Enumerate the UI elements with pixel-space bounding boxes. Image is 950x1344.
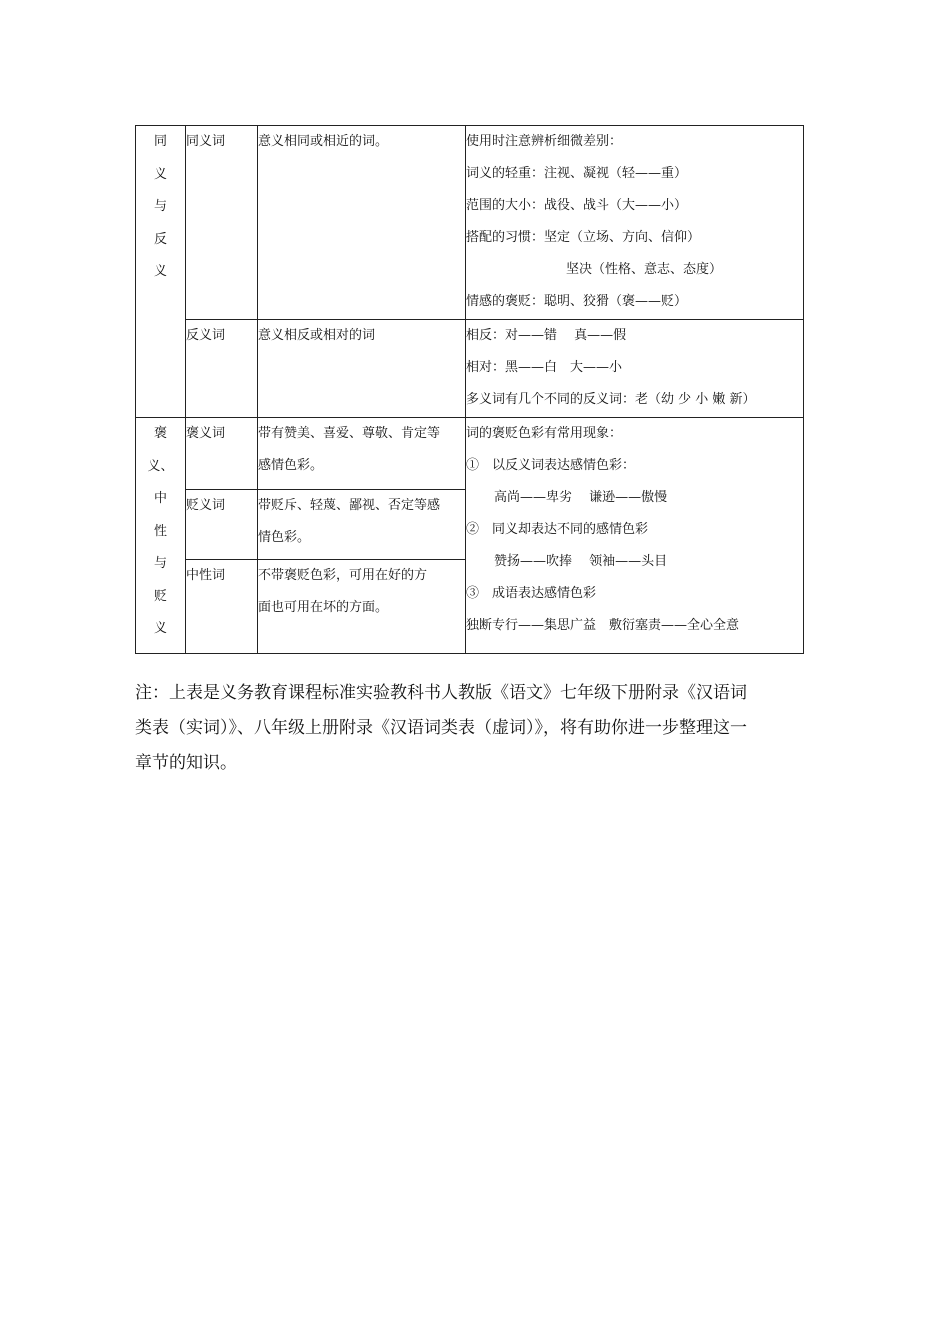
table-row bbox=[136, 126, 804, 320]
definition-cell bbox=[258, 560, 466, 654]
term-cell bbox=[186, 126, 258, 320]
footnote-line: 章节的知识。 bbox=[135, 753, 237, 773]
definition-cell bbox=[258, 418, 466, 490]
term-cell bbox=[186, 418, 258, 490]
term-commendatory: 褒义词 bbox=[186, 426, 226, 441]
note-line: 词的褒贬色彩有常用现象： bbox=[466, 426, 623, 441]
category-synonym-antonym bbox=[136, 126, 186, 418]
word-relations-table bbox=[135, 125, 804, 654]
note-line: ① 以反义词表达感情色彩： bbox=[466, 458, 636, 473]
notes-cell bbox=[466, 126, 804, 320]
category-char: 反 bbox=[153, 231, 167, 247]
category-char: 与 bbox=[153, 199, 167, 214]
term-cell bbox=[186, 320, 258, 418]
category-char: 义 bbox=[153, 166, 167, 182]
table-row bbox=[136, 320, 804, 418]
definition-neutral: 不带褒贬色彩，可用在好的方 bbox=[258, 568, 428, 583]
note-line: 相对：黑——白 大——小 bbox=[466, 360, 623, 375]
note-line: 使用时注意辨析细微差别： bbox=[466, 134, 623, 149]
category-char: 贬 bbox=[153, 588, 167, 604]
term-neutral: 中性词 bbox=[186, 568, 226, 583]
note-line: 坚决（性格、意志、态度） bbox=[566, 262, 723, 277]
notes-cell bbox=[466, 418, 804, 654]
definition-cell bbox=[258, 320, 466, 418]
table-row bbox=[136, 418, 804, 490]
term-derogatory: 贬义词 bbox=[186, 498, 226, 513]
definition-commendatory: 感情色彩。 bbox=[258, 458, 324, 473]
category-connotation bbox=[136, 418, 186, 654]
category-char: 中 bbox=[153, 491, 167, 506]
term-antonym: 反义词 bbox=[186, 328, 226, 343]
category-char: 与 bbox=[153, 556, 167, 571]
note-line: 情感的褒贬：聪明、狡猾（褒——贬） bbox=[466, 294, 688, 309]
note-line: 高尚——卑劣 谦逊——傲慢 bbox=[494, 490, 668, 505]
definition-antonym: 意义相反或相对的词 bbox=[258, 328, 376, 343]
note-line: 相反：对——错 真——假 bbox=[466, 328, 627, 343]
notes-cell bbox=[466, 320, 804, 418]
category-char: 义 bbox=[153, 621, 167, 636]
term-cell bbox=[186, 560, 258, 654]
note-line: 搭配的习惯：坚定（立场、方向、信仰） bbox=[466, 230, 701, 245]
note-line: 词义的轻重：注视、凝视（轻——重） bbox=[466, 166, 688, 181]
category-char: 褒 bbox=[153, 426, 167, 441]
footnote-line: 注：上表是义务教育课程标准实验教科书人教版《语文》七年级下册附录《汉语词 bbox=[135, 683, 747, 703]
note-line: ② 同义却表达不同的感情色彩 bbox=[466, 522, 649, 537]
category-char: 义 bbox=[153, 264, 167, 279]
note-line: 多义词有几个不同的反义词：老（幼 少 小 嫩 新） bbox=[466, 392, 756, 407]
footnote bbox=[135, 676, 811, 781]
note-line: 独断专行——集思广益 敷衍塞责——全心全意 bbox=[466, 618, 740, 633]
definition-cell bbox=[258, 126, 466, 320]
footnote-line: 类表（实词）》、八年级上册附录《汉语词类表（虚词）》，将有助你进一步整理这一 bbox=[135, 718, 747, 738]
category-char: 义、 bbox=[147, 458, 174, 474]
term-cell bbox=[186, 490, 258, 560]
definition-derogatory: 带贬斥、轻蔑、鄙视、否定等感 bbox=[258, 498, 441, 513]
definition-commendatory: 带有赞美、喜爱、尊敬、肯定等 bbox=[258, 426, 441, 441]
term-synonym: 同义词 bbox=[186, 134, 226, 149]
definition-neutral: 面也可用在坏的方面。 bbox=[258, 600, 389, 615]
note-line: 赞扬——吹捧 领袖——头目 bbox=[494, 554, 668, 569]
category-char: 性 bbox=[153, 523, 167, 539]
category-char: 同 bbox=[153, 134, 167, 149]
definition-cell bbox=[258, 490, 466, 560]
definition-derogatory: 情色彩。 bbox=[258, 530, 311, 545]
note-line: ③ 成语表达感情色彩 bbox=[466, 586, 597, 601]
definition-synonym: 意义相同或相近的词。 bbox=[258, 134, 389, 149]
note-line: 范围的大小：战役、战斗（大——小） bbox=[466, 198, 688, 213]
